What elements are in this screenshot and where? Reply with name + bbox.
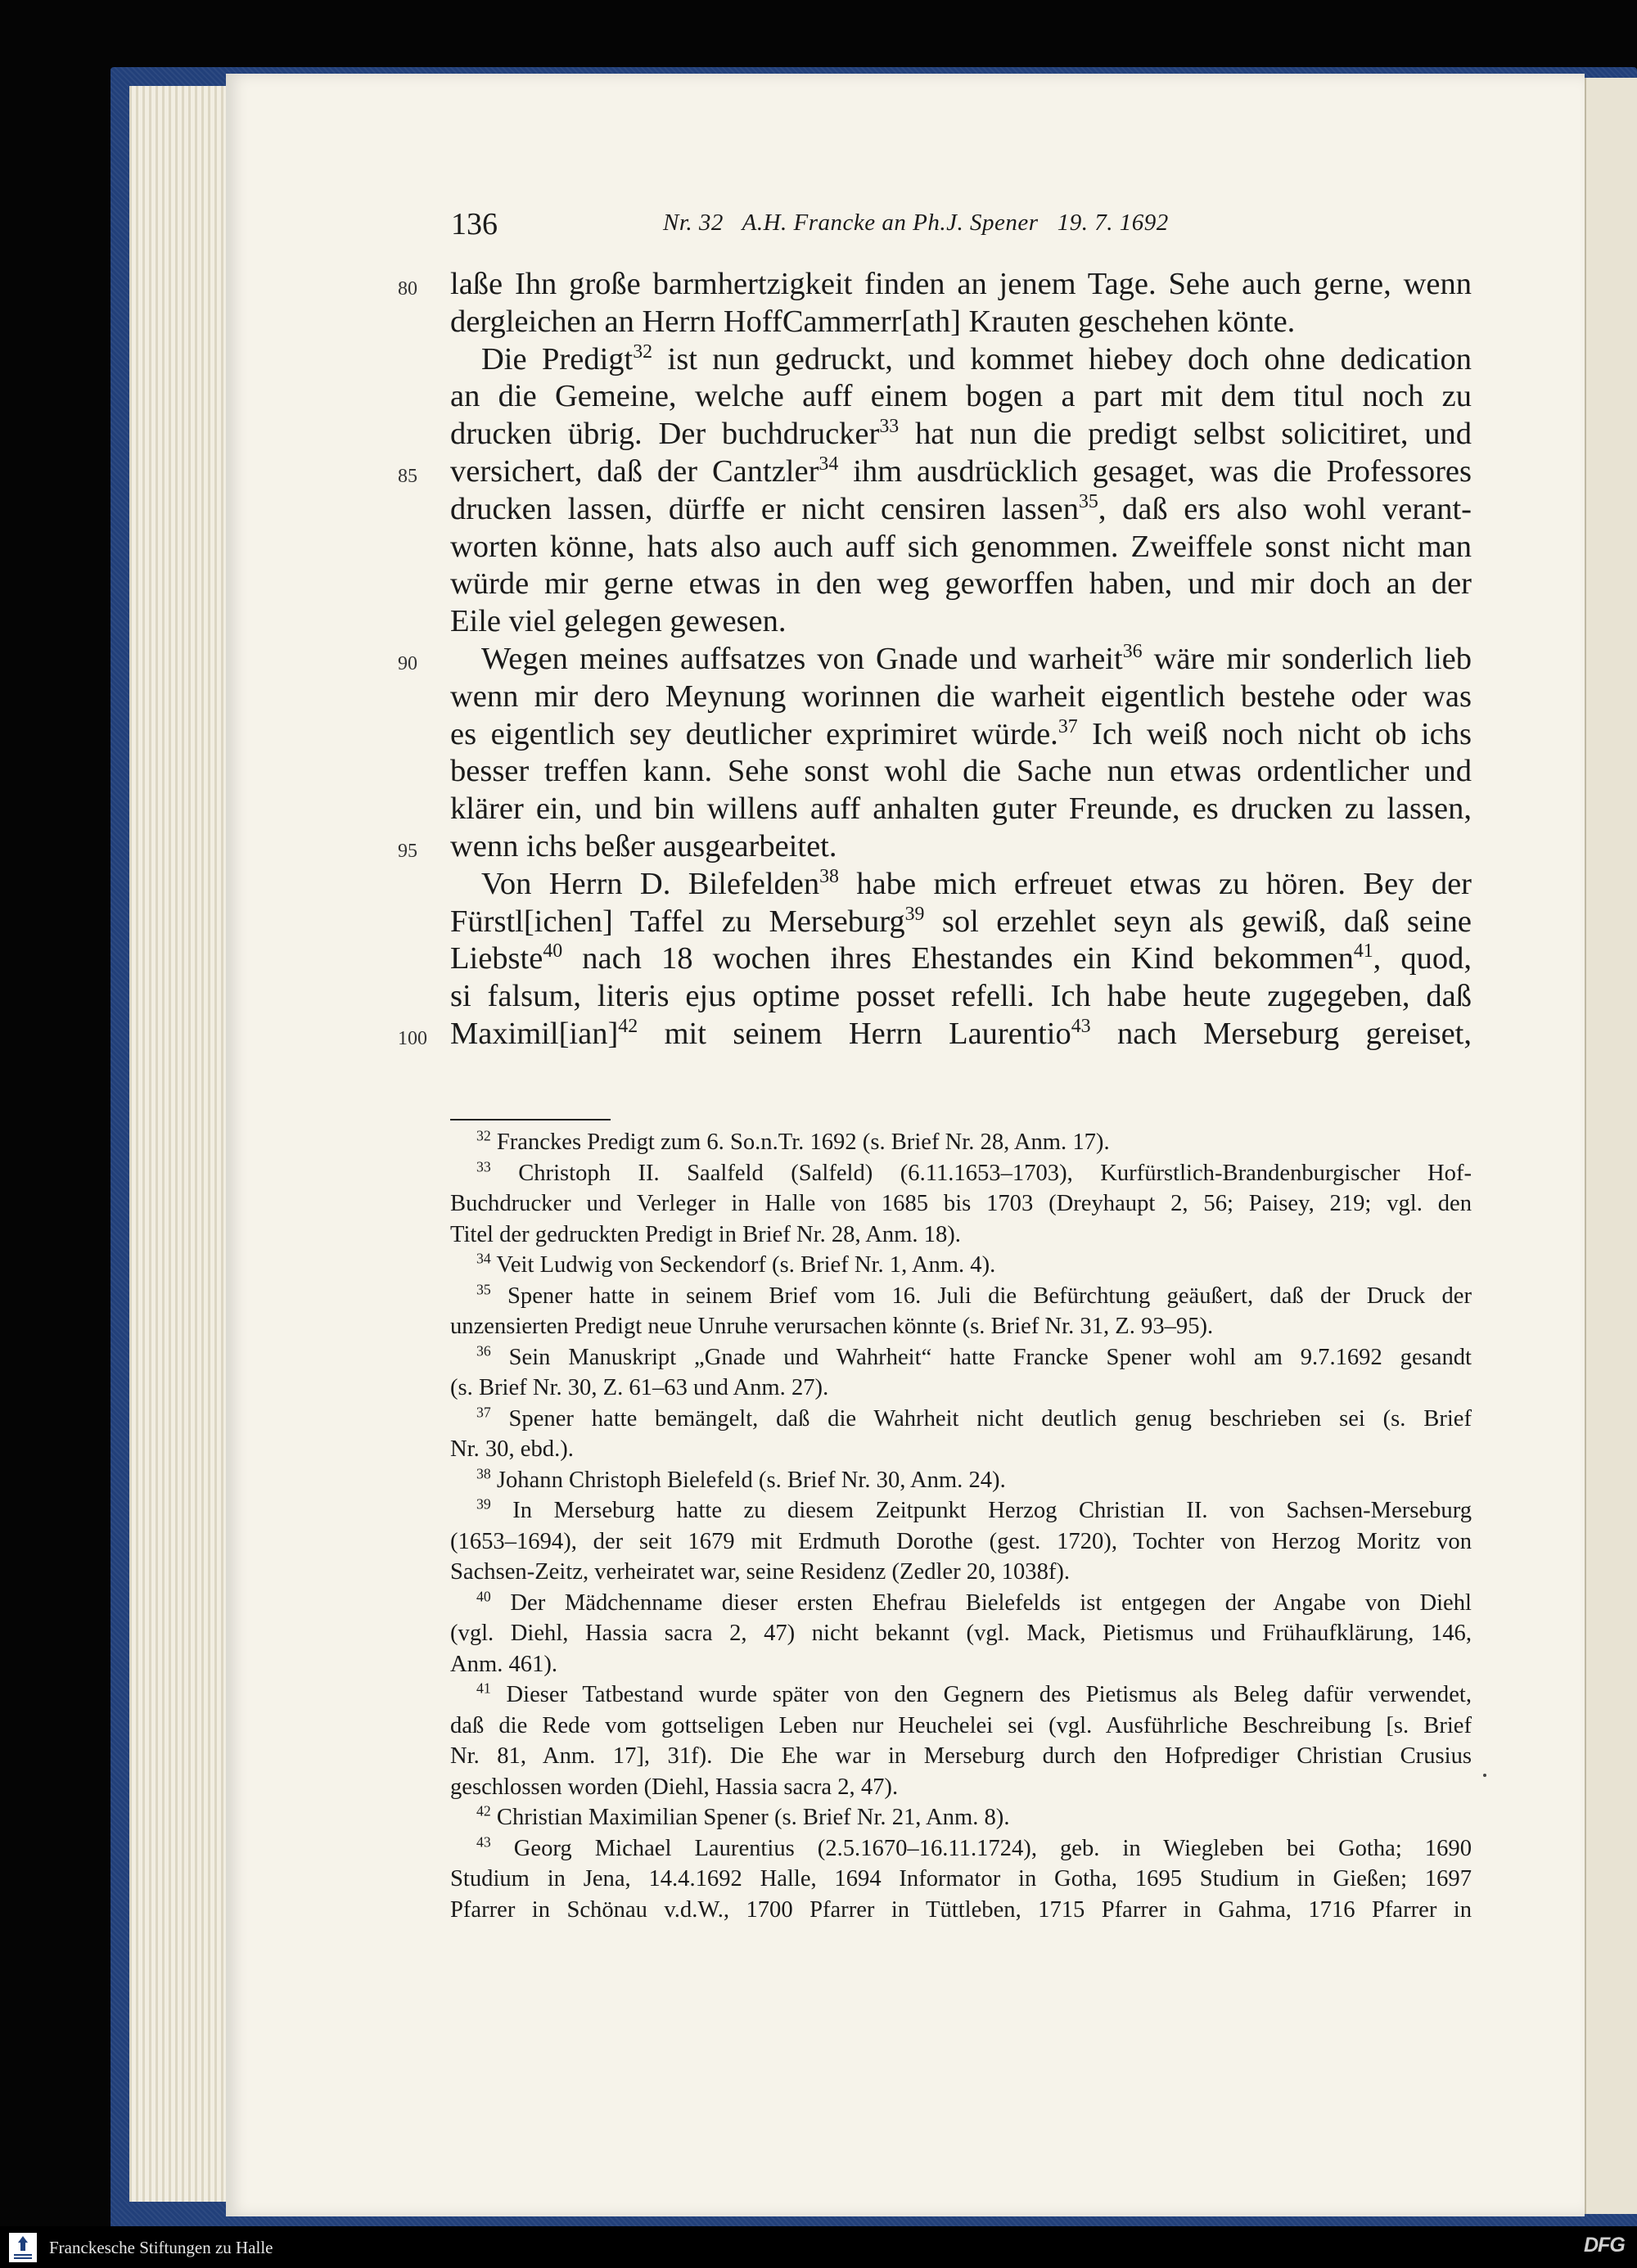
- footnote-number: 32: [476, 1127, 491, 1144]
- footnote-line: $^{43}$ Georg Michael Laurentius (2.5.1670–16.11.1724), geb. in Wiegleben bei Gotha; 1690: [476, 1833, 1472, 1861]
- footnote-reference: 39: [904, 903, 925, 925]
- footnote-line: Buchdrucker und Verleger in Halle von 1685 bis 1703 (Dreyhaupt 2, 56; Paisey, 219; vgl. den: [450, 1191, 1472, 1216]
- footnote-number: 42: [476, 1802, 491, 1819]
- body-line: si falsum, literis ejus optime posset refelli. Ich habe heute zugegeben, daß: [450, 979, 1472, 1014]
- body-line: Eile viel gelegen gewesen.: [450, 604, 787, 639]
- footnote-line: $^{38}$ Johann Christoph Bielefeld (s. Brief Nr. 30, Anm. 24).: [476, 1464, 1006, 1493]
- body-line: Maximil[ian]$^{42}$ mit seinem Herrn Laurentio$^{43}$ nach Merseburg gereiset,: [450, 1016, 1472, 1051]
- body-line: Von Herrn D. Bilefelden$^{38}$ habe mich erfreuet etwas zu hören. Bey der: [481, 865, 1472, 901]
- footnote: [450, 1342, 1472, 1404]
- page-edges: [129, 86, 227, 2202]
- footnote-reference: 37: [1058, 715, 1078, 737]
- footnote-reference: 42: [618, 1016, 638, 1038]
- footnote-separator: [450, 1119, 611, 1120]
- body-line: wenn ichs beßer ausgearbeitet.: [450, 828, 837, 863]
- footnote-line: Studium in Jena, 14.4.1692 Halle, 1694 Informator in Gotha, 1695 Studium in Gießen; 1697: [450, 1866, 1472, 1892]
- body-line: laße Ihn große barmhertzigkeit finden an jenem Tage. Sehe auch gerne, wenn: [450, 267, 1472, 301]
- footnote-number: 41: [476, 1680, 491, 1697]
- body-line: Die Predigt$^{32}$ ist nun gedruckt, und kommet hiebey doch ohne dedication: [481, 340, 1472, 376]
- footnote-line: $^{33}$ Christoph II. Saalfeld (Salfeld) (6.11.1653–1703), Kurfürstlich-Brandenburgischer Hof-: [476, 1157, 1472, 1186]
- footnote-number: 40: [476, 1587, 491, 1604]
- footnote-line: $^{42}$ Christian Maximilian Spener (s. Brief Nr. 21, Anm. 8).: [476, 1802, 1010, 1830]
- body-line: worten könne, hats also auch auff sich genommen. Zweiffele sonst nicht man: [450, 529, 1472, 564]
- footnote: [450, 1680, 1472, 1802]
- footnote: [450, 1588, 1472, 1680]
- line-number: 85: [398, 466, 417, 487]
- footnote-reference: 41: [1353, 940, 1373, 963]
- footnote: [450, 1495, 1472, 1588]
- footnote-line: $^{40}$ Der Mädchenname dieser ersten Ehefrau Bielefelds ist entgegen der Angabe von Diehl: [476, 1587, 1472, 1616]
- letter-body-text: [450, 266, 1472, 1053]
- footnote-line: Nr. 81, Anm. 17], 31f). Die Ehe war in Merseburg durch den Hofprediger Christian Crusius: [450, 1743, 1472, 1769]
- footnote-number: 39: [476, 1495, 491, 1513]
- footnote-line: $^{37}$ Spener hatte bemängelt, daß die Wahrheit nicht deutlich genug beschrieben sei (s. Brief: [476, 1403, 1472, 1432]
- footnote-reference: 38: [819, 865, 839, 887]
- footnote-line: Titel der gedruckten Predigt in Brief Nr. 28, Anm. 18).: [450, 1221, 961, 1247]
- body-line: wenn mir dero Meynung worinnen die warheit eigentlich bestehe oder was: [450, 679, 1472, 714]
- footnote: [450, 1802, 1472, 1833]
- line-number: 80: [398, 278, 417, 300]
- line-number: 100: [398, 1028, 427, 1049]
- franckesche-stiftungen-logo-icon: [7, 2231, 39, 2264]
- footnote-reference: 34: [818, 453, 839, 476]
- footnote-number: 36: [476, 1341, 491, 1359]
- footnote-line: $^{35}$ Spener hatte in seinem Brief vom 16. Juli die Befürchtung geäußert, daß der Druck der: [476, 1280, 1472, 1309]
- line-number: 90: [398, 653, 417, 674]
- library-name: Franckesche Stiftungen zu Halle: [49, 2238, 273, 2257]
- footnote-reference: 36: [1122, 641, 1143, 663]
- footnote-line: (1653–1694), der seit 1679 mit Erdmuth Dorothe (gest. 1720), Tochter von Herzog Moritz von: [450, 1528, 1472, 1554]
- footnote-number: 33: [476, 1157, 491, 1175]
- footnote: [450, 1404, 1472, 1465]
- footnote-line: Pfarrer in Schönau v.d.W., 1700 Pfarrer in Tüttleben, 1715 Pfarrer in Gahma, 1716 Pfarrer in: [450, 1896, 1472, 1923]
- footnote: [450, 1127, 1472, 1158]
- footnote-reference: 35: [1078, 490, 1098, 512]
- footnote-line: $^{34}$ Veit Ludwig von Seckendorf (s. Brief Nr. 1, Anm. 4).: [476, 1250, 996, 1278]
- footnote-reference: 32: [633, 340, 653, 363]
- footnote-line: Nr. 30, ebd.).: [450, 1436, 574, 1462]
- footnote-number: 34: [476, 1250, 491, 1267]
- body-line: an die Gemeine, welche auff einem bogen a part mit dem titul noch zu: [450, 379, 1472, 414]
- footnote-reference: 40: [543, 940, 563, 963]
- footnote-line: daß die Rede vom gottseligen Leben nur Heuchelei sei (vgl. Ausführliche Beschreibung [s. Brief: [450, 1712, 1472, 1738]
- footnote: [450, 1250, 1472, 1281]
- footnote-reference: 43: [1071, 1016, 1091, 1038]
- body-line: Wegen meines auffsatzes von Gnade und warheit$^{36}$ wäre mir sonderlich lieb: [481, 641, 1472, 676]
- footnote-number: 38: [476, 1464, 491, 1481]
- footnote-line: $^{41}$ Dieser Tatbestand wurde später von den Gegnern des Pietismus als Beleg dafür verwendet,: [476, 1680, 1472, 1707]
- body-line: besser treffen kann. Sehe sonst wohl die Sache nun etwas ordentlicher und: [450, 754, 1472, 789]
- body-line: würde mir gerne etwas in den weg geworffen haben, und mir doch an der: [450, 566, 1472, 602]
- footnote-line: Anm. 461).: [450, 1651, 558, 1677]
- body-line: klärer ein, und bin willens auff anhalten guter Freunde, es drucken zu lassen,: [450, 791, 1472, 827]
- dfg-logo: DFG: [1584, 2234, 1625, 2257]
- footnote: [450, 1465, 1472, 1496]
- body-line: Liebste$^{40}$ nach 18 wochen ihres Ehestandes ein Kind bekommen$^{41}$, quod,: [450, 940, 1472, 976]
- footnote-line: geschlossen worden (Diehl, Hassia sacra 2, 47).: [450, 1774, 899, 1800]
- body-line: drucken lassen, dürffe er nicht censiren lassen$^{35}$, daß ers also wohl verant-: [450, 490, 1472, 526]
- page-number: 136: [451, 207, 498, 241]
- running-head: Nr. 32 A.H. Francke an Ph.J. Spener 19. 7. 1692: [663, 210, 1169, 236]
- body-line: versichert, daß der Cantzler$^{34}$ ihm ausdrücklich gesaget, was die Professores: [450, 453, 1472, 489]
- footnote-line: unzensierten Predigt neue Unruhe verursachen könnte (s. Brief Nr. 31, Z. 93–95).: [450, 1314, 1214, 1339]
- footnote-line: Sachsen-Zeitz, verheiratet war, seine Residenz (Zedler 20, 1038f).: [450, 1559, 1071, 1585]
- footnote-line: $^{36}$ Sein Manuskript „Gnade und Wahrheit“ hatte Francke Spener wohl am 9.7.1692 gesandt: [476, 1341, 1472, 1370]
- body-line: drucken übrig. Der buchdrucker$^{33}$ hat nun die predigt selbst solicitiret, und: [450, 416, 1472, 452]
- footnote-number: 35: [476, 1280, 491, 1297]
- body-line: es eigentlich sey deutlicher exprimiret würde.$^{37}$ Ich weiß noch nicht ob ichs: [450, 715, 1472, 751]
- footnotes: [450, 1127, 1472, 1925]
- footnote-line: $^{32}$ Franckes Predigt zum 6. So.n.Tr. 1692 (s. Brief Nr. 28, Anm. 17).: [476, 1127, 1110, 1155]
- facing-page-edge: [1585, 78, 1637, 2214]
- body-line: dergleichen an Herrn HoffCammerr[ath] Krauten geschehen könte.: [450, 304, 1296, 339]
- footnote-line: $^{39}$ In Merseburg hatte zu diesem Zeitpunkt Herzog Christian II. von Sachsen-Merseburg: [476, 1495, 1472, 1523]
- line-number: 95: [398, 841, 417, 862]
- footnote-line: (s. Brief Nr. 30, Z. 61–63 und Anm. 27).: [450, 1375, 829, 1400]
- margin-mark: [1483, 1774, 1486, 1777]
- footnote-line: (vgl. Diehl, Hassia sacra 2, 47) nicht bekannt (vgl. Mack, Pietismus und Frühaufklärung, 146,: [450, 1621, 1472, 1646]
- footnote: [450, 1833, 1472, 1926]
- footnote-number: 37: [476, 1403, 491, 1420]
- body-line: Fürstl[ichen] Taffel zu Merseburg$^{39}$ sol erzehlet seyn als gewiß, daß seine: [450, 903, 1472, 939]
- footnote: [450, 1281, 1472, 1342]
- footnote-number: 43: [476, 1833, 491, 1850]
- footnote-reference: 33: [879, 416, 900, 438]
- footnote: [450, 1158, 1472, 1251]
